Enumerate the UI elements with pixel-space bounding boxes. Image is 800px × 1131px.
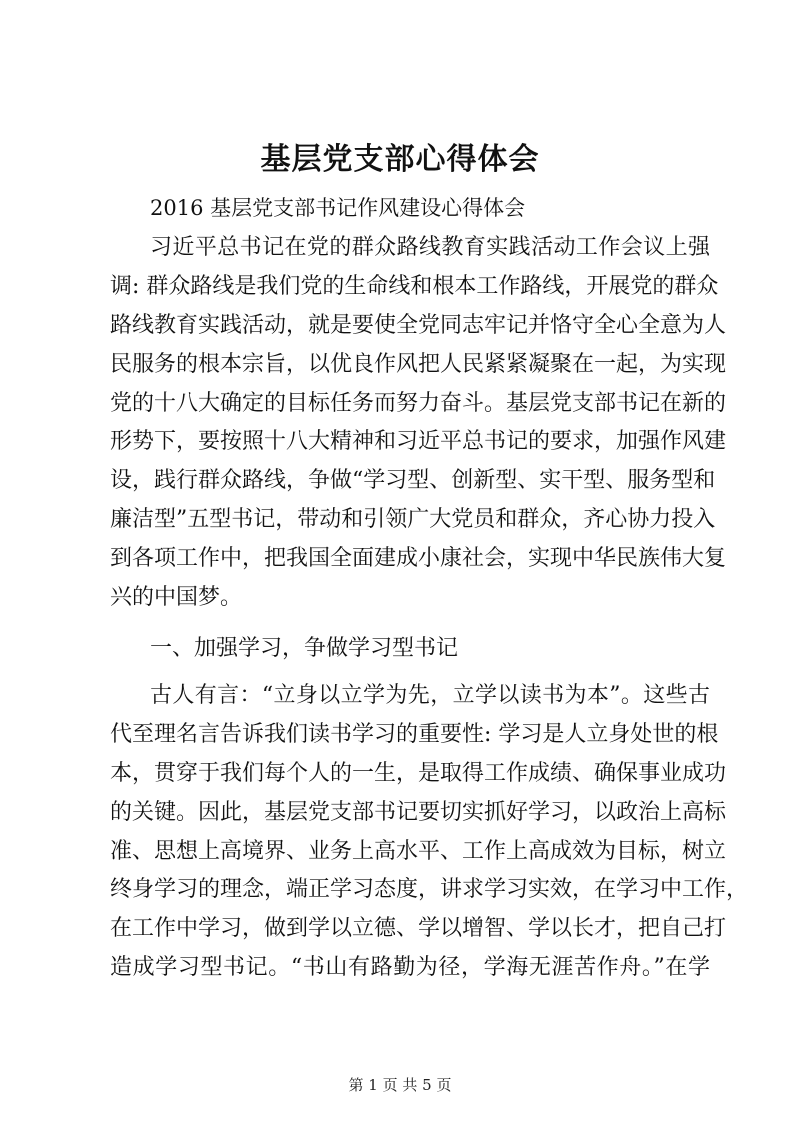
paragraph-line: 党的十八大确定的目标任务而努力奋斗。基层党支部书记在新的 bbox=[110, 390, 727, 416]
paragraph-line: 廉洁型”五型书记，带动和引领广大党员和群众，齐心协力投入 bbox=[110, 507, 716, 533]
paragraph-line: 的关键。因此，基层党支部书记要切实抓好学习，以政治上高标 bbox=[110, 799, 727, 825]
paragraph-line: 兴的中国梦。 bbox=[110, 585, 243, 611]
paragraph-line: 代至理名言告诉我们读书学习的重要性: 学习是人立身处世的根 bbox=[110, 721, 719, 747]
paragraph-line: 民服务的根本宗旨，以优良作风把人民紧紧凝聚在一起，为实现 bbox=[110, 351, 727, 377]
document-subtitle: 2016 基层党支部书记作风建设心得体会 bbox=[150, 196, 526, 220]
paragraph-2 bbox=[110, 677, 749, 988]
paragraph-line: 路线教育实践活动，就是要使全党同志牢记并恪守全心全意为人 bbox=[110, 312, 727, 338]
paragraph-line: 调: 群众路线是我们党的生命线和根本工作路线，开展党的群众 bbox=[110, 273, 719, 299]
document-title: 基层党支部心得体会 bbox=[260, 142, 540, 177]
paragraph-line: 形势下，要按照十八大精神和习近平总书记的要求，加强作风建 bbox=[110, 429, 727, 455]
page-footer bbox=[0, 1075, 800, 1095]
paragraph-line: 设，践行群众路线，争做“学习型、创新型、实干型、服务型和 bbox=[110, 468, 716, 494]
paragraph-line: 造成学习型书记。“书山有路勤为径，学海无涯苦作舟。”在学 bbox=[110, 955, 710, 981]
paragraph-line: 准、思想上高境界、业务上高水平、工作上高成效为目标，树立 bbox=[110, 838, 727, 864]
section-heading: 一、加强学习，争做学习型书记 bbox=[150, 636, 459, 661]
paragraph-line: 到各项工作中，把我国全面建成小康社会，实现中华民族伟大复 bbox=[110, 546, 727, 572]
paragraph-line: 古人有言：“立身以立学为先，立学以读书为本”。这些古 bbox=[150, 683, 710, 708]
paragraph-1 bbox=[110, 229, 727, 618]
paragraph-line: 习近平总书记在党的群众路线教育实践活动工作会议上强 bbox=[150, 235, 710, 260]
paragraph-line: 终身学习的理念，端正学习态度，讲求学习实效，在学习中工作， bbox=[110, 877, 749, 903]
page-indicator: 第 1 页 共 5 页 bbox=[348, 1076, 452, 1094]
paragraph-line: 本，贯穿于我们每个人的一生，是取得工作成绩、确保事业成功 bbox=[110, 760, 727, 786]
paragraph-line: 在工作中学习，做到学以立德、学以增智、学以长才，把自己打 bbox=[110, 916, 727, 942]
